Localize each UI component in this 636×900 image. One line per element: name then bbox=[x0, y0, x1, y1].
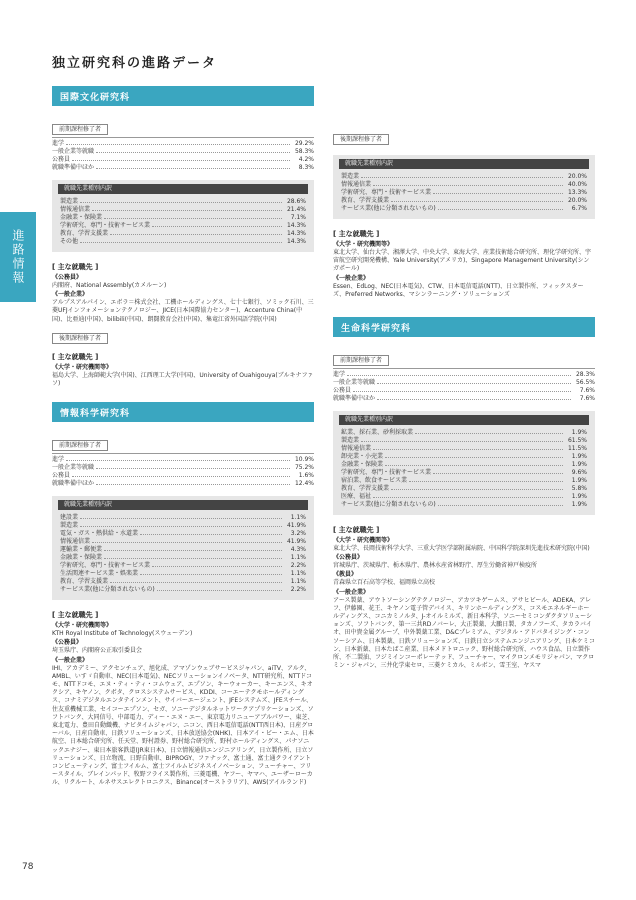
table-row: 公務員 1.6% bbox=[52, 472, 314, 480]
left-column bbox=[52, 86, 314, 787]
category-label: 《一般企業》 bbox=[52, 656, 89, 664]
side-tab: 進路情報 bbox=[0, 212, 36, 302]
seimei-shugyo-box bbox=[333, 411, 595, 515]
table-row: 情報通信業 40.0% bbox=[341, 181, 587, 188]
table-row: サービス業(他に分類されないもの) 1.9% bbox=[341, 501, 587, 509]
shusho-title: [ 主な就職先 ] bbox=[52, 352, 99, 361]
seimei-zenki-label: 前期課程修了者 bbox=[333, 355, 389, 366]
table-row: 製造業 28.6% bbox=[60, 198, 306, 205]
table-row: 就職準備中ほか 12.4% bbox=[52, 480, 314, 488]
table-row: その他 14.3% bbox=[60, 238, 306, 245]
box-header: 就職先業種別内訳 bbox=[339, 415, 589, 425]
employer-list: Essen、EdLog、NEC(日本電気)、CTW、日本電信電話(NTT)、日立製作所、フィックスターズ、Preferred Networks、マシンラーニング・ソリューションズ bbox=[333, 282, 584, 298]
shusho-title: [ 主な就職先 ] bbox=[333, 526, 380, 535]
category-label: 《教員》 bbox=[333, 571, 358, 579]
shusho-title: [ 主な就職先 ] bbox=[52, 263, 99, 271]
kokusai-shugyo-box bbox=[52, 180, 314, 252]
employer-list: IHI、アカデミー、アクセンチュア、旭化成、アマゾンウェブサービスジャパン、aiTV、アルク、AMBL、いすゞ自動車、NEC(日本電気)、NECソリューションイノベータ、NTT研究所、NTTドコモ、NTTドコモ、エヌ・ティ・ティ・コムウェア、エプソン、キーウォーカー、キーエンス、キオクシア、キヤノン、クボタ、クロスシステムサービス、KDDI、コーエーテクモホールディングス、コナミデジタルエンタテインメント、サイバーエージェント、JFEシステムズ、JFEスチール、住友重機械工業、セイコーエプソン、セガ、ソニーデジタルネットワークアプリケーションズ、ソフトバンク、大同信号、中部電力、ディー・エヌ・エー、東京電力リニューアブルパワー、東芝、東北電力、豊田自動織機、ナビタイムジャパン、ニコン、西日本電信電話(NTT西日本)、日産グローバル、日産自動車、日鉄ソリューションズ、日本放送協会(NHK)、日本アイ・ビー・エム、日本航空、日本総合研究所、任天堂、野村證券、野村総合研究所、野村ホールディングス、パナソニックエナジー、東日本旅客鉄道(JR東日本)、日立情報通信エンジニアリング、日立製作所、日立ソリューションズ、日立物流、日野自動車、BIPROGY、ファナック、富士通、富士通クライアントコンピューティング、富士フイルム、富士フイルムビジネスイノベーション、フューチャー、フリースタイル、ブレインパッド、牧野フライス製作所、三菱電機、ヤフー、ヤマハ、ユーザーローカル、リクルート、ルネサスエレクトロニクス、Binance(オーストラリア)、AWS(アイルランド) bbox=[52, 664, 314, 787]
category-label: 《大学・研究機関等》 bbox=[52, 363, 113, 371]
employer-list: 埼玉県庁、内閣府公正取引委員会 bbox=[52, 647, 143, 655]
shusho-title: [ 主な就職先 ] bbox=[333, 230, 380, 238]
table-row: 学術研究、専門・技術サービス業 9.6% bbox=[341, 469, 587, 477]
table-row: 金融業・保険業 1.1% bbox=[60, 554, 306, 562]
page-number: 78 bbox=[22, 862, 34, 872]
table-row: 学術研究、専門・技術サービス業 14.3% bbox=[60, 222, 306, 229]
table-row: 教育、学習支援業 14.3% bbox=[60, 230, 306, 237]
table-row: 生活関連サービス業・娯楽業 1.1% bbox=[60, 570, 306, 578]
table-row: 宿泊業、飲食サービス業 1.9% bbox=[341, 477, 587, 485]
box-header: 就職先業種別内訳 bbox=[58, 500, 308, 510]
employer-list: 東北大学、長岡技術科学大学、三重大学医学部附属病院、中国科学院深圳先進技术研究院(中国) bbox=[333, 545, 590, 553]
kokusai-zenki-rows bbox=[52, 137, 314, 172]
page-title: 独立研究科の進路データ bbox=[52, 56, 218, 71]
table-row: サービス業(他に分類されないもの) 6.7% bbox=[341, 205, 587, 212]
category-label: 《一般企業》 bbox=[333, 588, 370, 596]
kokusai-kouki-label: 後期課程修了者 bbox=[52, 333, 108, 344]
kokusai-zenki-label: 前期課程修了者 bbox=[52, 124, 108, 135]
table-row: 情報通信業 11.5% bbox=[341, 445, 587, 453]
table-row: 一般企業等就職 58.3% bbox=[52, 148, 314, 155]
table-row: 建設業 1.1% bbox=[60, 514, 306, 522]
category-label: 《一般企業》 bbox=[52, 291, 89, 299]
table-row: 製造業 41.9% bbox=[60, 522, 306, 530]
joho-zenki-rows bbox=[52, 453, 314, 488]
table-row: 就職準備中ほか 7.6% bbox=[333, 395, 595, 403]
table-row: 金融業・保険業 1.9% bbox=[341, 461, 587, 469]
table-row: 製造業 20.0% bbox=[341, 173, 587, 180]
shusho-title: [ 主な就職先 ] bbox=[52, 611, 99, 620]
table-row: 就職準備中ほか 8.3% bbox=[52, 164, 314, 171]
category-label: 《公務員》 bbox=[333, 554, 364, 562]
table-row: 電気・ガス・熱供給・水道業 3.2% bbox=[60, 530, 306, 538]
employer-list: 福島大学、上海師範大学(中国)、江西理工大学(中国)、University of Ouahigouya(ブルキナファソ) bbox=[52, 371, 314, 388]
table-row: 進学 28.3% bbox=[333, 371, 595, 379]
table-row: 学術研究、専門・技術サービス業 2.2% bbox=[60, 562, 306, 570]
table-row: 教育、学習支援業 20.0% bbox=[341, 197, 587, 204]
employer-list: 東北大学、仙台大学、湘澤大学、中央大学、東海大学、産業技術総合研究所、理化学研究所、宇宙航空研究開発機構、Yale University(アメリカ)、Singapore Management University(シンガポール) bbox=[333, 249, 592, 273]
category-label: 《公務員》 bbox=[52, 639, 83, 647]
table-row: 教育、学習支援業 5.8% bbox=[341, 485, 587, 493]
category-label: 《公務員》 bbox=[52, 274, 83, 281]
employer-list: KTH Royal Institute of Technology(スウェーデン) bbox=[52, 630, 193, 638]
employer-list: 内閣府、National Assembly(カメルーン) bbox=[52, 282, 167, 289]
joho-kouki-box bbox=[333, 155, 595, 219]
employer-list: アルプスアルパイン、エボラ＝株式会社、工機ホールディングス、七十七銀行、ソミック石川、三菱UFJインフォメーションテクノロジー、JICE(日本国際協力センター)、Accenture China(中国)、比亜迪(中国)、bilibili(中国)、朗闘教育会社(中国)、集竜江省外国語学院(中国) bbox=[52, 299, 314, 323]
table-row: 情報通信業 41.9% bbox=[60, 538, 306, 546]
category-label: 《大学・研究機関等》 bbox=[333, 241, 394, 248]
table-row: 金融業・保険業 7.1% bbox=[60, 214, 306, 221]
table-row: 鉱業、採石業、砂利採取業 1.9% bbox=[341, 429, 587, 437]
joho-zenki-label: 前期課程修了者 bbox=[52, 440, 108, 451]
table-row: 公務員 4.2% bbox=[52, 156, 314, 163]
table-row: サービス業(他に分類されないもの) 2.2% bbox=[60, 586, 306, 594]
table-row: 情報通信業 21.4% bbox=[60, 206, 306, 213]
table-row: 公務員 7.6% bbox=[333, 387, 595, 395]
table-row: 進学 10.9% bbox=[52, 456, 314, 464]
table-row: 教育、学習支援業 1.1% bbox=[60, 578, 306, 586]
table-row: 製造業 61.5% bbox=[341, 437, 587, 445]
table-row: 学術研究、専門・技術サービス業 13.3% bbox=[341, 189, 587, 196]
section-header-kokusai: 国際文化研究科 bbox=[52, 86, 314, 106]
section-header-joho: 情報科学研究科 bbox=[52, 402, 314, 422]
employer-list: 宮城県庁、茨城県庁、栃木県庁、農林水産省林野庁、厚生労働省神戸検疫所 bbox=[333, 562, 538, 570]
employer-list: 青森県立百石高等学校、福岡県立高校 bbox=[333, 579, 436, 587]
joho-shugyo-box bbox=[52, 496, 314, 600]
table-row: 一般企業等就職 56.5% bbox=[333, 379, 595, 387]
table-row: 一般企業等就職 75.2% bbox=[52, 464, 314, 472]
seimei-zenki-rows bbox=[333, 368, 595, 403]
category-label: 《大学・研究機関等》 bbox=[333, 537, 394, 545]
joho-kouki-label: 後期課程修了者 bbox=[333, 134, 389, 145]
employer-list: アース製薬、アウトソーシングテクノロジー、アカツキゲームス、アサヒビール、ADEKA、アレフ、伊藤園、花王、キヤノン電子管デバイス、キリンホールディングス、コスモエネルギーホールディングス、コニカミノルタ、J-オイルミルズ、新日本科学、ソニーセミコンダクタソリューションズ、ソフトバンク、第一三共RDノバーレ、大正製薬、大鵬日製、タカノフーズ、タカラバイオ、田中貴金属グループ、中外製薬工業、D&Cプレミアム、デジタル・アドバタイジング・コンソーシアム、日本製薬、日鉄ソリューションズ、日鉄日立システムエンジニアリング、日本ケミコン、日本新薬、日本たばこ産業、日本メドトロニック、野村総合研究所、ハウス食品、日立製作所、不二製油、フジミインコーポレーテッド、フューチャー、マイクロンメモリジャパン、マクロミン・ジャパン、三井化学東セロ、三菱ケミカル、ミルボン、雪王室、ヤスマ bbox=[333, 596, 595, 670]
table-row: 運輸業・郵便業 4.3% bbox=[60, 546, 306, 554]
box-header: 就職先業種別内訳 bbox=[339, 159, 589, 169]
right-column bbox=[333, 82, 595, 696]
box-header: 就職先業種別内訳 bbox=[58, 184, 308, 194]
category-label: 《大学・研究機関等》 bbox=[52, 622, 113, 630]
category-label: 《一般企業》 bbox=[333, 274, 370, 282]
table-row: 進学 29.2% bbox=[52, 140, 314, 147]
table-row: 医療、福祉 1.9% bbox=[341, 493, 587, 501]
table-row: 卸売業・小売業 1.9% bbox=[341, 453, 587, 461]
section-header-seimei: 生命科学研究科 bbox=[333, 317, 595, 337]
